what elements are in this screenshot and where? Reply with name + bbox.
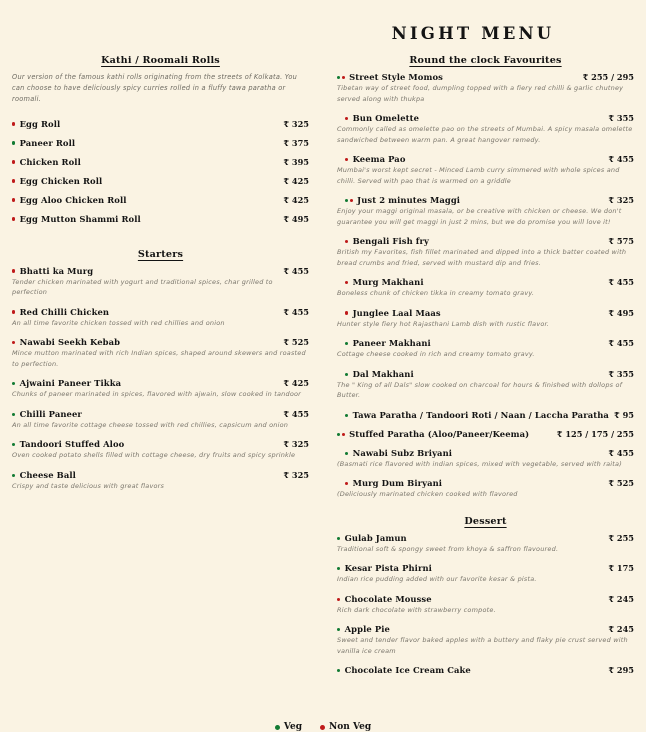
diet-dots [12, 474, 17, 477]
menu-item-price: ₹ 95 [614, 409, 634, 420]
menu-item-name-group [337, 429, 549, 439]
menu-item-name-group [12, 337, 275, 347]
menu-item-row [337, 338, 634, 348]
menu-item-price: ₹ 175 [608, 563, 634, 574]
menu-item-row [337, 448, 634, 458]
diet-dots [337, 537, 342, 540]
nonveg-dot-icon [12, 269, 15, 272]
menu-item-description: Traditional soft & spongy sweet from khoya & saffron flavoured. [337, 544, 559, 553]
menu-item-row [12, 409, 309, 419]
menu-item-name: Chilli Paneer [19, 408, 82, 419]
veg-dot-icon [337, 669, 340, 672]
diet-dots [345, 452, 350, 455]
nonveg-dot-icon [337, 598, 340, 601]
diet-dots [12, 217, 17, 220]
menu-item-name-group [12, 307, 275, 317]
menu-item-description: (Basmati rice flavored with indian spices, mixed with vegetable, served with raita) [337, 459, 622, 468]
menu-item-name: Keema Pao [352, 154, 406, 165]
menu-item-description: Indian rice pudding added with our favorite kesar & pista. [337, 575, 537, 584]
menu-item-description: Boneless chunk of chicken tikka in creamy tomato gravy. [337, 289, 535, 298]
menu-item-name-group [337, 665, 600, 675]
menu-item-name: Chocolate Ice Cream Cake [344, 665, 471, 676]
menu-item [12, 439, 309, 461]
menu-item-name: Egg Chicken Roll [19, 175, 103, 186]
menu-item-name-group [337, 277, 600, 287]
menu-item-name-group [337, 195, 600, 205]
menu-item-price: ₹ 455 [283, 408, 309, 419]
menu-item-price: ₹ 495 [608, 307, 634, 318]
diet-dots [337, 669, 342, 672]
veg-dot-icon [345, 373, 348, 376]
menu-item-name: Tawa Paratha / Tandoori Roti / Naan / Laccha Paratha [352, 409, 609, 420]
menu-item-name: Ajwaini Paneer Tikka [19, 378, 122, 389]
menu-item-description: Tibetan way of street food, dumpling topped with a fiery red chilli & garlic chutney served along with thukpa [337, 84, 624, 103]
nonveg-dot-icon [12, 341, 15, 344]
menu-item-name-group [12, 138, 275, 148]
menu-item [12, 195, 309, 205]
menu-item-name-group [337, 236, 600, 246]
menu-item-row [12, 214, 309, 224]
menu-item-price: ₹ 525 [608, 478, 634, 489]
menu-item-price: ₹ 355 [608, 368, 634, 379]
menu-item-row [337, 665, 634, 675]
diet-dots [345, 414, 350, 417]
section-heading: Kathi / Roomali Rolls [101, 55, 220, 66]
menu-item-row [337, 72, 634, 82]
menu-item-row [337, 594, 634, 604]
menu-item-name-group [337, 533, 600, 543]
menu-item [337, 429, 634, 439]
menu-item-row [337, 369, 634, 379]
nonveg-dot-icon [12, 160, 15, 163]
menu-item-name-group [337, 338, 600, 348]
menu-item-row [12, 176, 309, 186]
menu-item-name: Junglee Laal Maas [352, 307, 441, 318]
nonveg-dot-icon [345, 240, 348, 243]
diet-dots [12, 160, 17, 163]
menu-item-name-group [337, 369, 600, 379]
nonveg-dot-icon [12, 217, 15, 220]
menu-item-name-group [337, 154, 600, 164]
menu-item [337, 308, 634, 330]
veg-dot-icon [12, 141, 15, 144]
menu-item [337, 338, 634, 360]
menu-item-description: Cottage cheese cooked in rich and creamy tomato gravy. [337, 350, 535, 359]
menu-item-price: ₹ 455 [608, 447, 634, 458]
veg-dot-icon [12, 474, 15, 477]
diet-dots [345, 199, 354, 202]
veg-dot-icon [337, 628, 340, 631]
veg-dot-icon [337, 76, 340, 79]
diet-dots [345, 240, 350, 243]
menu-item [12, 157, 309, 167]
nonveg-dot-icon [12, 310, 15, 313]
menu-item-name: Stuffed Paratha (Aloo/Paneer/Keema) [349, 428, 530, 439]
menu-item [337, 236, 634, 268]
menu-item-description: Hunter style fiery hot Rajasthani Lamb dish with rustic flavor. [337, 319, 550, 328]
menu-item-name-group [12, 119, 275, 129]
diet-dots [345, 373, 350, 376]
diet-dots [12, 198, 17, 201]
menu-item-description: Oven cooked potato shells filled with cottage cheese, dry fruits and spicy sprinkle [12, 451, 296, 460]
menu-item-price: ₹ 395 [283, 156, 309, 167]
menu-item [337, 563, 634, 585]
menu-item-name: Murg Dum Biryani [352, 478, 443, 489]
veg-dot-icon [12, 413, 15, 416]
menu-item-description: Crispy and taste delicious with great flavors [12, 481, 165, 490]
menu-item-price: ₹ 295 [608, 665, 634, 676]
veg-dot-icon [337, 567, 340, 570]
legend-veg [275, 722, 302, 732]
menu-item-price: ₹ 425 [283, 378, 309, 389]
veg-dot-icon [337, 537, 340, 540]
menu-item-name-group [12, 409, 275, 419]
diet-dots [337, 567, 342, 570]
menu-item-name: Kesar Pista Phirni [344, 563, 432, 574]
menu-item-price: ₹ 455 [608, 277, 634, 288]
menu-item [12, 214, 309, 224]
menu-item [337, 369, 634, 401]
menu-item-name-group [337, 308, 600, 318]
menu-item [337, 665, 634, 675]
diet-dots [345, 342, 350, 345]
menu-item-price: ₹ 375 [283, 137, 309, 148]
menu-item [12, 470, 309, 492]
menu-item [337, 594, 634, 616]
nonveg-dot-icon [345, 281, 348, 284]
diet-dots [337, 433, 346, 436]
menu-item-name: Paneer Roll [19, 137, 76, 148]
menu-item-price: ₹ 455 [283, 306, 309, 317]
menu-item-description: (Deliciously marinated chicken cooked with flavored [337, 490, 518, 499]
veg-dot-icon [337, 433, 340, 436]
menu-item [337, 478, 634, 500]
menu-item [337, 195, 634, 227]
menu-item [12, 138, 309, 148]
nonveg-dot-icon [345, 158, 348, 161]
menu-item-name-group [337, 113, 600, 123]
menu-item-price: ₹ 425 [283, 175, 309, 186]
menu-item-name-group [337, 409, 609, 420]
menu-item-row [337, 410, 634, 420]
menu-item-price: ₹ 455 [608, 338, 634, 349]
menu-item-row [337, 624, 634, 634]
section-heading: Dessert [464, 515, 507, 527]
menu-item-name-group [12, 214, 275, 224]
menu-item [337, 533, 634, 555]
section-spacer [12, 233, 309, 249]
nonveg-dot-icon [345, 311, 348, 314]
menu-item-name-group [12, 195, 275, 205]
menu-item-name: Red Chilli Chicken [19, 306, 110, 317]
menu-item-name-group [337, 563, 600, 573]
menu-item-name: Tandoori Stuffed Aloo [19, 439, 125, 450]
diet-dots [345, 117, 350, 120]
menu-item-row [337, 154, 634, 164]
nonveg-dot-icon [12, 122, 15, 125]
menu-item [12, 337, 309, 369]
diet-dots [12, 141, 17, 144]
menu-item-price: ₹ 255 [608, 532, 634, 543]
menu-item [337, 410, 634, 420]
diet-dots [12, 269, 17, 272]
menu-item-name: Egg Roll [19, 118, 61, 129]
menu-item-row [337, 236, 634, 246]
menu-item [12, 176, 309, 186]
menu-item-name-group [337, 72, 575, 82]
menu-item-name-group [12, 266, 275, 276]
veg-dot-icon [345, 342, 348, 345]
diet-dots [337, 628, 342, 631]
menu-item-row [12, 378, 309, 388]
menu-item-description: British my Favorites, fish fillet marinated and dipped into a thick batter coated with bread crumbs and fried, served with mustard dip and fries. [337, 248, 627, 267]
diet-dots [345, 311, 350, 314]
nonveg-dot-icon [345, 117, 348, 120]
left-column [0, 55, 323, 684]
menu-item-price: ₹ 325 [608, 195, 634, 206]
menu-item-name: Bun Omelette [352, 113, 420, 124]
menu-item-price: ₹ 455 [608, 154, 634, 165]
menu-item-name: Bhatti ka Murg [19, 265, 94, 276]
menu-item-description: Mumbai's worst kept secret - Minced Lamb curry simmered with whole spices and chilli. Served with pao that is warmed on a griddle [337, 166, 620, 185]
diet-dots [12, 341, 17, 344]
menu-item-description: Chunks of paneer marinated in spices, flavored with ajwain, slow cooked in tandoor [12, 390, 302, 399]
menu-item [337, 277, 634, 299]
menu-item-price: ₹ 255 / 295 [582, 72, 634, 82]
menu-item-price: ₹ 245 [608, 593, 634, 604]
menu-item-row [337, 195, 634, 205]
menu-item-name: Paneer Makhani [352, 338, 431, 349]
menu-item-description: An all time favorite cottage cheese tossed with red chillies, capsicum and onion [12, 420, 289, 429]
menu-item-name-group [12, 157, 275, 167]
menu-item-price: ₹ 525 [283, 337, 309, 348]
legend-veg-label: Veg [283, 722, 303, 732]
section-heading: Round the clock Favourites [409, 55, 562, 66]
menu-item-price: ₹ 575 [608, 236, 634, 247]
nonveg-dot-icon [12, 198, 15, 201]
menu-item [12, 307, 309, 329]
menu-item-name: Chocolate Mousse [344, 593, 432, 604]
menu-item-row [337, 308, 634, 318]
nonveg-dot-icon [342, 76, 345, 79]
menu-item-row [337, 563, 634, 573]
menu-item-row [12, 337, 309, 347]
menu-item-row [12, 307, 309, 317]
menu-item-price: ₹ 425 [283, 194, 309, 205]
diet-dots [345, 482, 350, 485]
nonveg-dot-icon [320, 725, 325, 730]
menu-item-price: ₹ 325 [283, 118, 309, 129]
diet-dots [12, 443, 17, 446]
menu-item-name: Just 2 minutes Maggi [357, 195, 461, 206]
menu-item-price: ₹ 325 [283, 439, 309, 450]
diet-dots [12, 413, 17, 416]
menu-item-name-group [337, 478, 600, 488]
menu-item-description: Sweet and tender flavor baked apples with a buttery and flaky pie crust served with vanilla ice cream [337, 636, 628, 655]
menu-item-name: Bengali Fish fry [352, 236, 429, 247]
menu-item-name: Dal Makhani [352, 368, 414, 379]
menu-item-name-group [12, 439, 275, 449]
diet-dots [12, 122, 17, 125]
legend-nonveg-label: Non Veg [329, 722, 372, 732]
menu-item-row [12, 195, 309, 205]
menu-item [337, 72, 634, 104]
menu-item-name: Cheese Ball [19, 469, 76, 480]
veg-dot-icon [12, 443, 15, 446]
menu-item-name-group [12, 176, 275, 186]
diet-dots [12, 382, 17, 385]
menu-item-name-group [12, 470, 275, 480]
menu-item-name: Chicken Roll [19, 156, 81, 167]
nonveg-dot-icon [350, 199, 353, 202]
menu-item-description: Mince mutton marinated with rich Indian spices, shaped around skewers and roasted to perfection. [12, 349, 306, 368]
diet-dots [337, 76, 346, 79]
menu-item-name: Street Style Momos [349, 72, 443, 82]
legend-nonveg [320, 722, 371, 732]
menu-item-row [12, 138, 309, 148]
diet-dots [12, 310, 17, 313]
menu-item [337, 154, 634, 186]
menu-item-name: Egg Aloo Chicken Roll [19, 194, 127, 205]
menu-item-name: Egg Mutton Shammi Roll [19, 213, 141, 224]
menu-columns [0, 55, 646, 684]
menu-item-price: ₹ 495 [283, 213, 309, 224]
menu-item-row [337, 429, 634, 439]
menu-item [337, 113, 634, 145]
diet-dots [345, 281, 350, 284]
menu-item [12, 119, 309, 129]
section-heading: Starters [137, 248, 184, 260]
veg-dot-icon [345, 452, 348, 455]
menu-item-row [12, 266, 309, 276]
veg-dot-icon [345, 199, 348, 202]
menu-item-price: ₹ 355 [608, 113, 634, 124]
menu-item-description: Tender chicken marinated with yogurt and traditional spices, char grilled to perfection [12, 277, 273, 297]
menu-item-description: Commonly called as omelette pao on the streets of Mumbai. A spicy masala omelette sandwiched between warm pan. A great hangover remedy. [337, 125, 633, 144]
menu-item-name-group [12, 378, 275, 388]
nonveg-dot-icon [345, 482, 348, 485]
menu-item-price: ₹ 455 [283, 265, 309, 276]
menu-item-name-group [337, 594, 600, 604]
menu-item-price: ₹ 245 [608, 624, 634, 635]
menu-item-name: Gulab Jamun [344, 532, 407, 543]
veg-dot-icon [345, 414, 348, 417]
menu-item-description: Rich dark chocolate with strawberry compote. [337, 605, 496, 614]
menu-item-row [337, 478, 634, 488]
menu-item-row [337, 113, 634, 123]
menu-item [337, 624, 634, 656]
menu-item-row [12, 439, 309, 449]
menu-item-description: The " King of all Dals" slow cooked on charcoal for hours & finished with dollops of Butter. [337, 380, 623, 400]
menu-item [12, 266, 309, 298]
menu-item-price: ₹ 325 [283, 469, 309, 480]
menu-item [337, 448, 634, 470]
menu-item-row [337, 277, 634, 287]
menu-item-name-group [337, 624, 600, 634]
menu-item-row [12, 157, 309, 167]
nonveg-dot-icon [342, 433, 345, 436]
menu-item-name-group [337, 448, 600, 458]
diet-dots [12, 179, 17, 182]
section-intro: Our version of the famous kathi rolls originating from the streets of Kolkata. You can choose to have deliciously spicy curries rolled in a fluffy tawa paratha or roomali. [12, 73, 298, 103]
right-column [323, 55, 646, 684]
menu-item-row [337, 533, 634, 543]
menu-item-name: Nawabi Seekh Kebab [19, 337, 121, 348]
menu-item-name: Nawabi Subz Briyani [352, 447, 453, 458]
menu-item-row [12, 470, 309, 480]
menu-item-name: Murg Makhani [352, 277, 424, 288]
page-title: NIGHT MENU [391, 24, 555, 43]
menu-item-price: ₹ 125 / 175 / 255 [556, 428, 634, 439]
menu-item-row [12, 119, 309, 129]
diet-dots [345, 158, 350, 161]
diet-dots [337, 598, 342, 601]
menu-item [12, 409, 309, 431]
menu-item-name: Apple Pie [344, 624, 390, 635]
menu-item-description: An all time favorite chicken tossed with red chillies and onion [12, 318, 225, 327]
veg-dot-icon [12, 382, 15, 385]
veg-dot-icon [275, 725, 280, 730]
menu-item [12, 378, 309, 400]
legend [0, 722, 646, 732]
nonveg-dot-icon [12, 179, 15, 182]
menu-item-description: Enjoy your maggi original masala, or be creative with chicken or cheese. We don't guarantee you will get maggi in just 2 mins, but we do promise you will love it! [337, 207, 622, 226]
